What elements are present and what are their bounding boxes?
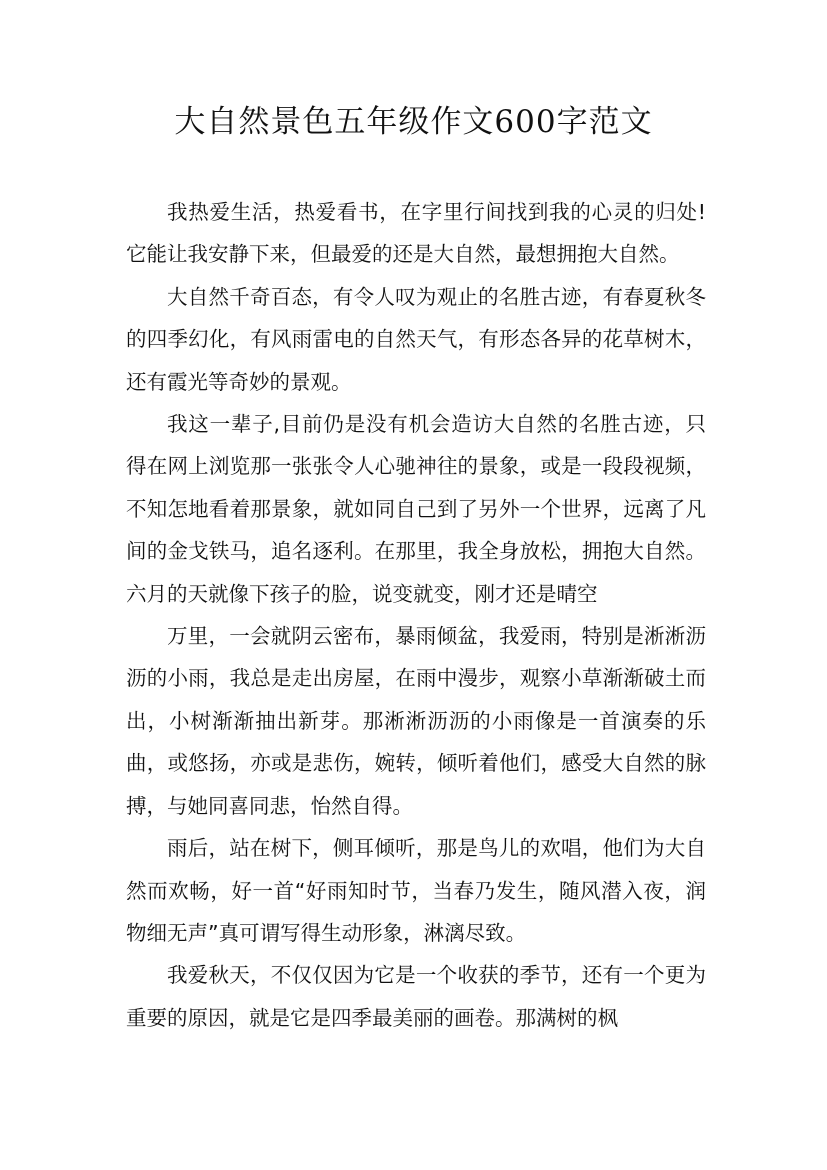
document-body — [126, 191, 706, 1039]
paragraph: 我这一辈子,目前仍是没有机会造访大自然的名胜古迹，只得在网上浏览那一张张令人心驰神往的景象，或是一段段视频，不知怎地看着那景象，就如同自己到了另外一个世界，远离了凡间的金戈铁马，追名逐利。在那里，我全身放松，拥抱大自然。六月的天就像下孩子的脸，说变就变，刚才还是晴空 — [126, 412, 706, 606]
document-title: 大自然景色五年级作文600字范文 — [174, 104, 653, 140]
paragraph: 万里，一会就阴云密布，暴雨倾盆，我爱雨，特别是淅淅沥沥的小雨，我总是走出房屋，在雨中漫步，观察小草渐渐破土而出，小树渐渐抽出新芽。那淅淅沥沥的小雨像是一首演奏的乐曲，或悠扬，亦或是悲伤，婉转，倾听着他们，感受大自然的脉搏，与她同喜同悲，怡然自得。 — [126, 624, 706, 818]
paragraph: 雨后，站在树下，侧耳倾听，那是鸟儿的欢唱，他们为大自然而欢畅，好一首“好雨知时节，当春乃发生，随风潜入夜，润物细无声”真可谓写得生动形象，淋漓尽致。 — [126, 836, 706, 945]
paragraph: 我爱秋天，不仅仅因为它是一个收获的季节，还有一个更为重要的原因，就是它是四季最美丽的画卷。那满树的枫 — [126, 963, 706, 1030]
paragraph: 我热爱生活，热爱看书，在字里行间找到我的心灵的归处!它能让我安静下来，但最爱的还是大自然，最想拥抱大自然。 — [126, 200, 706, 267]
paragraph: 大自然千奇百态，有令人叹为观止的名胜古迹，有春夏秋冬的四季幻化，有风雨雷电的自然天气，有形态各异的花草树木，还有霞光等奇妙的景观。 — [126, 284, 706, 394]
